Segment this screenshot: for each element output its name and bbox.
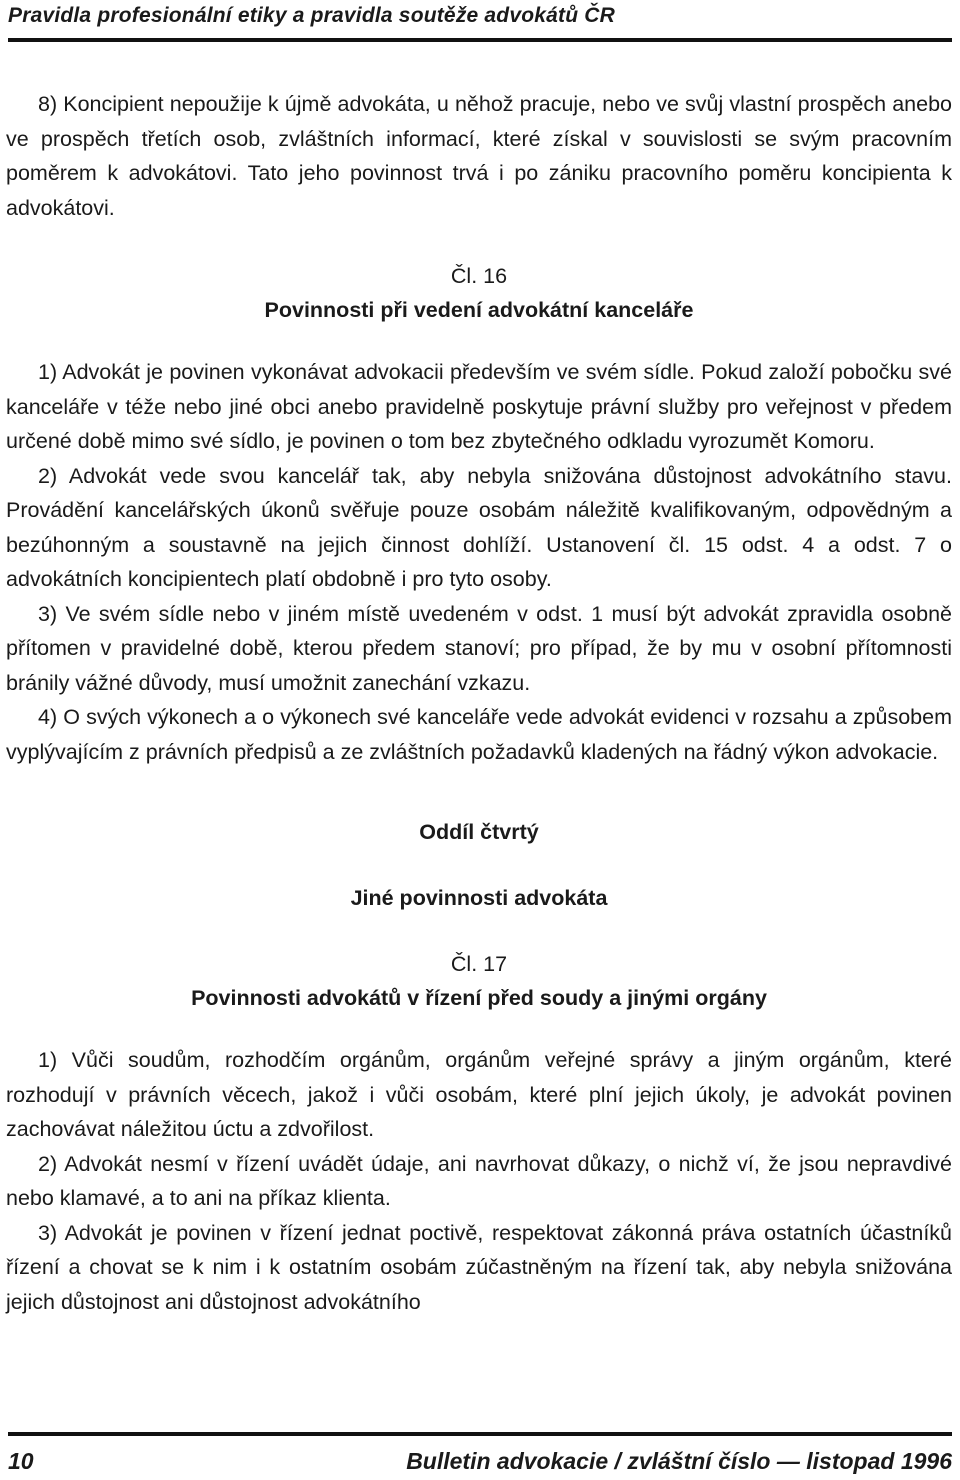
page-body bbox=[6, 87, 952, 1319]
running-header: Pravidla profesionální etiky a pravidla soutěže advokátů ČR bbox=[8, 4, 952, 42]
article-17-paragraph-2: 2) Advokát nesmí v řízení uvádět údaje, ani navrhovat důkazy, o nichž ví, že jsou nepravdivé nebo klamavé, a to ani na příkaz klienta. bbox=[6, 1151, 952, 1210]
running-footer bbox=[8, 1432, 952, 1475]
article-16-paragraph-1: 1) Advokát je povinen vykonávat advokacii především ve svém sídle. Pokud založí pobočku své kanceláře v téže nebo jiné obci anebo pravidelně poskytuje právní služby pro veřejnost v předem určené době mimo své sídlo, je povinen o tom bez zbytečného odkladu vyrozumět Komoru. bbox=[6, 360, 952, 453]
article-16-number: Čl. 16 bbox=[450, 264, 508, 288]
publication-title: Bulletin advokacie / zvláštní číslo — listopad 1996 bbox=[406, 1448, 952, 1474]
article-17-paragraph-1: 1) Vůči soudům, rozhodčím orgánům, orgánům veřejné správy a jiným orgánům, které rozhodují v právních věcech, jakož i vůči osobám, které plní jejich úkoly, je advokát povinen zachovávat náležitou úctu a zdvořilost. bbox=[6, 1048, 952, 1141]
article-16-heading: Povinnosti při vedení advokátní kanceláře bbox=[264, 298, 694, 322]
article-17-heading: Povinnosti advokátů v řízení před soudy a jinými orgány bbox=[191, 986, 767, 1010]
article-16-paragraph-2: 2) Advokát vede svou kancelář tak, aby nebyla snižována důstojnost advokátního stavu. Provádění kancelářských úkonů svěřuje pouze osobám náležitě kvalifikovaným, odpovědným a bezúhonným a soustavně na jejich činnost dohlíží. Ustanovení čl. 15 odst. 4 a odst. 7 o advokátních koncipientech platí obdobně i pro tyto osoby. bbox=[6, 463, 952, 591]
article-17-paragraph-3: 3) Advokát je povinen v řízení jednat poctivě, respektovat zákonná práva ostatních účastníků řízení a chovat se k nim i k ostatním osobám zúčastněným na řízení tak, aby nebyla snižována jejich důstojnost ani důstojnost advokátního bbox=[6, 1220, 952, 1314]
article-16-paragraph-4: 4) O svých výkonech a o výkonech své kanceláře vede advokát evidenci v rozsahu a způsobem vyplývajícím z právních předpisů a ze zvláštních požadavků kladených na řádný výkon advokacie. bbox=[6, 705, 952, 764]
page-number: 10 bbox=[8, 1448, 34, 1474]
section-title: Oddíl čtvrtý bbox=[419, 820, 539, 844]
section-subtitle: Jiné povinnosti advokáta bbox=[350, 886, 608, 910]
article-17-number: Čl. 17 bbox=[450, 952, 508, 976]
paragraph-8: 8) Koncipient nepoužije k újmě advokáta, u něhož pracuje, nebo ve svůj vlastní prospěch anebo ve prospěch třetích osob, zvláštních informací, které získal v souvislosti se svým pracovním poměrem k advokátovi. Tato jeho povinnost trvá i po zániku pracovního poměru koncipienta k advokátovi. bbox=[6, 92, 952, 220]
article-16-paragraph-3: 3) Ve svém sídle nebo v jiném místě uvedeném v odst. 1 musí být advokát zpravidla osobně přítomen v pravidelné době, kterou předem stanoví; pro případ, že by mu v osobní přítomnosti bránily vážné důvody, musí umožnit zanechání vzkazu. bbox=[6, 601, 952, 695]
